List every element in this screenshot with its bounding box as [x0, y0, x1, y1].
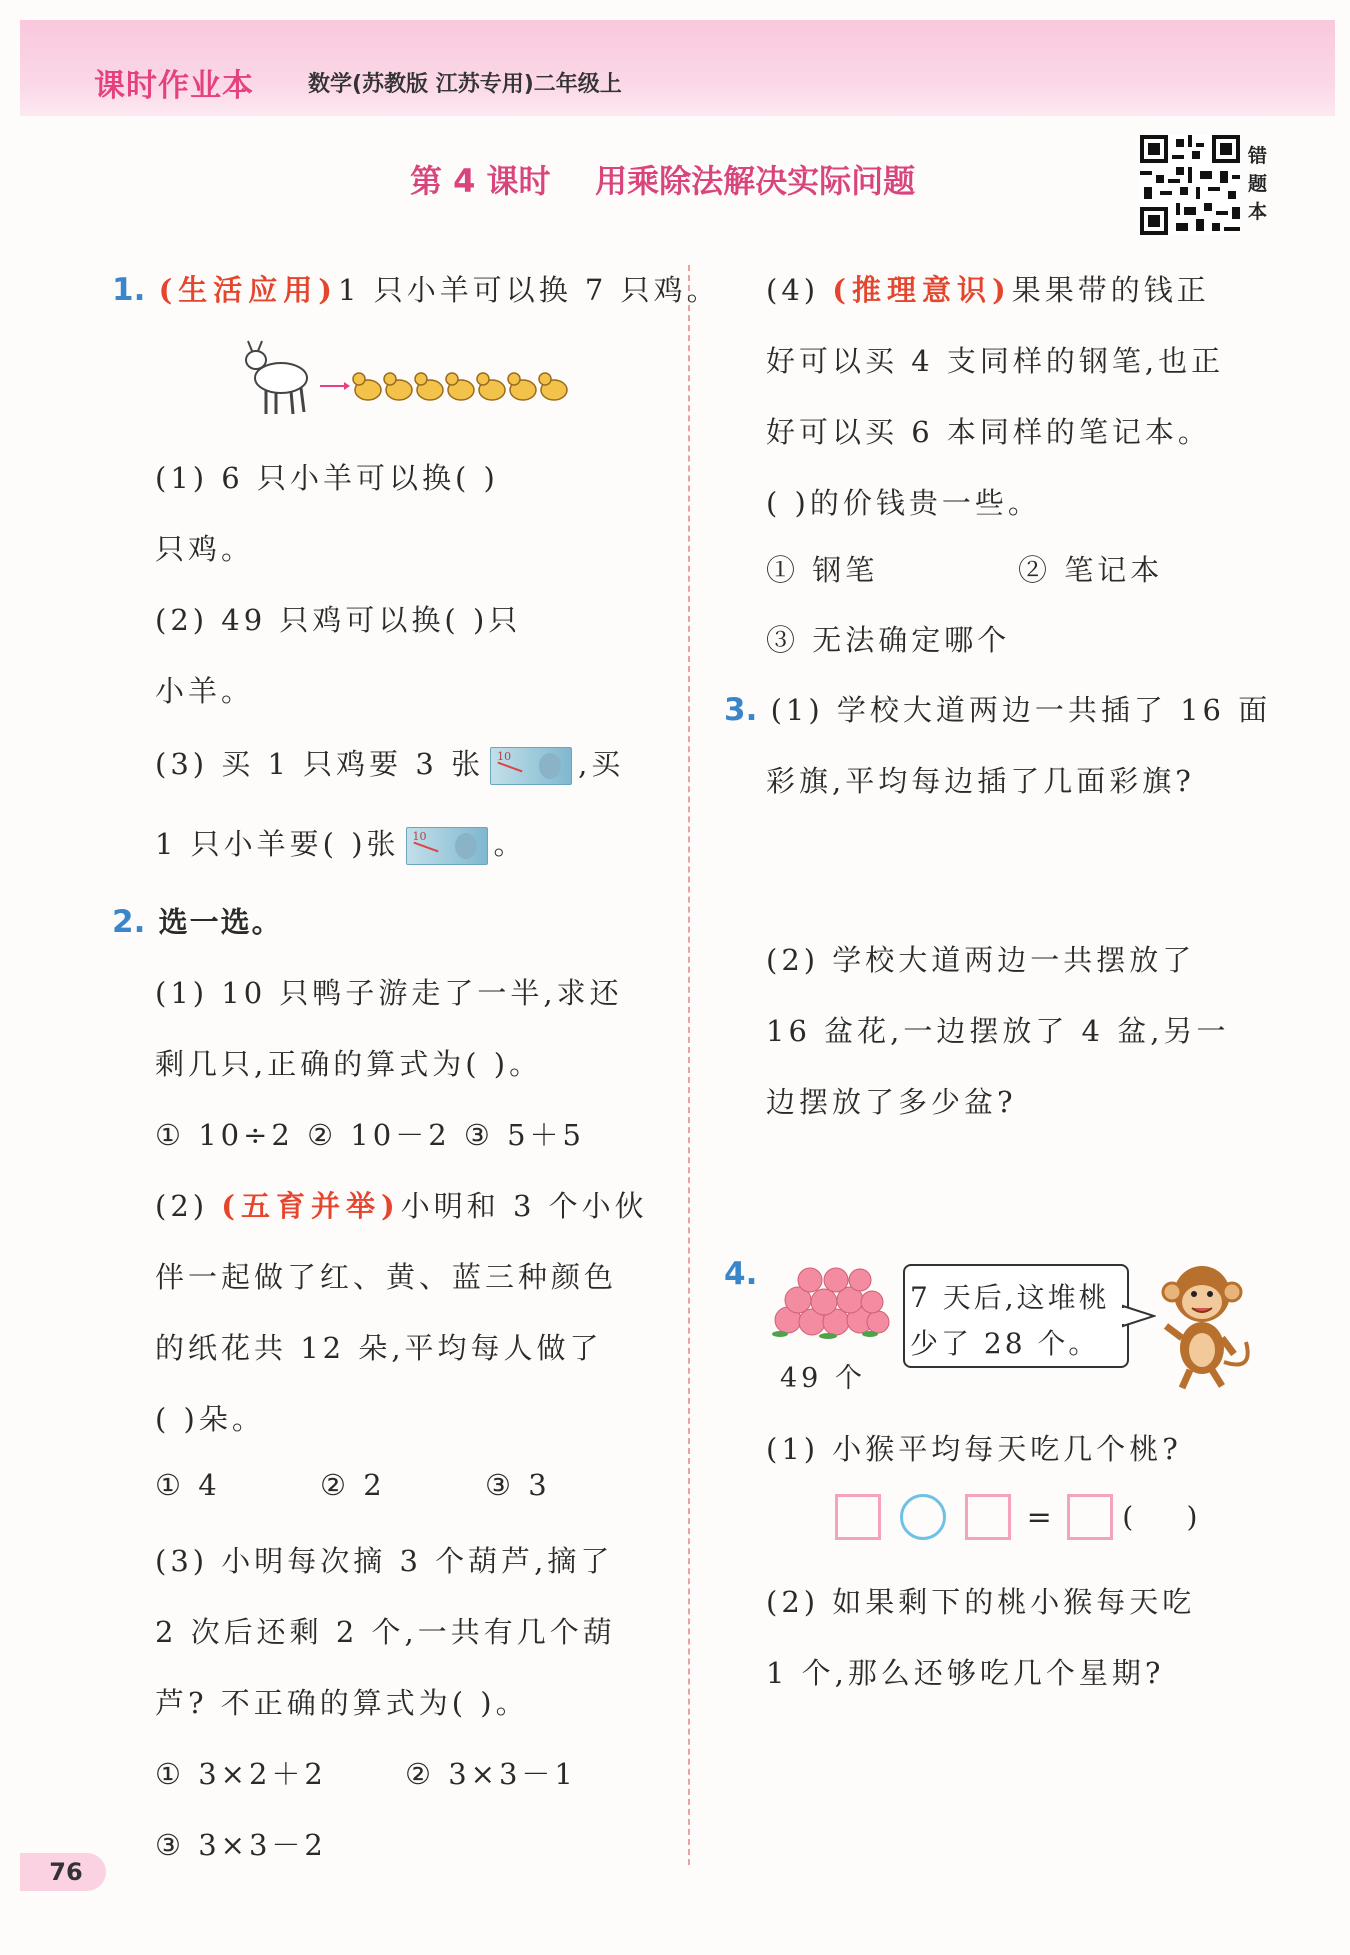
q3-part1-line1: 3. (1) 学校大道两边一共插了 16 面 — [724, 692, 1272, 728]
q2-s4-option1: ① 钢笔 — [766, 553, 879, 587]
book-subtitle: 数学(苏教版 江苏专用)二年级上 — [308, 72, 622, 97]
q1-part2-line2: 小羊。 — [155, 674, 255, 708]
qr-code-icon[interactable] — [1140, 135, 1240, 235]
q3-part2-line1: (2) 学校大道两边一共摆放了 — [766, 943, 1196, 977]
operator-circle[interactable] — [900, 1494, 946, 1540]
banknote-icon: 10 — [490, 747, 572, 785]
q1-stem — [112, 268, 720, 309]
q3-part1-line2: 彩旗,平均每边插了几面彩旗? — [766, 764, 1195, 798]
q2-s3-option1: ① 3×2＋2 — [155, 1757, 327, 1791]
goat-icon — [246, 341, 307, 414]
q1-tag: (生活应用) — [158, 273, 339, 307]
q1-part3-text: (3) 买 1 只鸡要 3 张 — [155, 747, 485, 781]
q2-s3-option2: ② 3×3－1 — [405, 1757, 577, 1791]
peach-pile-icon — [770, 1262, 890, 1340]
chicken-icons — [353, 373, 567, 400]
q2-s4-tag: (推理意识) — [832, 273, 1012, 307]
q2-s4-option3: ③ 无法确定哪个 — [766, 623, 1011, 657]
unit-blank: ( ) — [1122, 1500, 1198, 1534]
q2-s3-option3: ③ 3×3－2 — [155, 1828, 327, 1862]
banknote-icon: 10 — [406, 827, 488, 865]
q2-s2-tag: (五育并举) — [221, 1189, 401, 1223]
q2-s3-line1: (3) 小明每次摘 3 个葫芦,摘了 — [155, 1544, 614, 1578]
q2-title: 选一选。 — [158, 905, 283, 939]
q2-s1-line1: (1) 10 只鸭子游走了一半,求还 — [155, 976, 623, 1010]
speech-line1: 7 天后,这堆桃 — [910, 1281, 1110, 1314]
q1-text: 1 只小羊可以换 7 只鸡。 — [338, 273, 720, 307]
q2-s1-line2: 剩几只,正确的算式为( )。 — [155, 1047, 543, 1081]
q2-s4-option2: ② 笔记本 — [1018, 553, 1164, 587]
brand-title: 课时作业本 — [94, 68, 254, 104]
q2-s2-option1: ① 4 — [155, 1468, 221, 1502]
q2-s2-line4: ( )朵。 — [155, 1402, 265, 1436]
q2-s2-option3: ③ 3 — [485, 1468, 551, 1502]
answer-box[interactable] — [1067, 1494, 1113, 1540]
peach-count: 49 个 — [780, 1363, 866, 1394]
q1-part3-line1: (3) 买 1 只鸡要 3 张 10 ,买 — [155, 742, 624, 785]
equals-sign: = — [1026, 1499, 1052, 1535]
q2-s2-line3: 的纸花共 12 朵,平均每人做了 — [155, 1331, 603, 1365]
q2-number: 2. — [112, 904, 146, 940]
q1-number: 1. — [112, 272, 146, 308]
q2-s2-line2: 伴一起做了红、黄、蓝三种颜色 — [155, 1260, 618, 1294]
q2-s4-line2: 好可以买 4 支同样的钢笔,也正 — [766, 344, 1225, 378]
q4-part2-line2: 1 个,那么还够吃几个星期? — [766, 1656, 1165, 1690]
q4-part1: (1) 小猴平均每天吃几个桃? — [766, 1432, 1182, 1466]
q3-part2-line3: 边摆放了多少盆? — [766, 1085, 1017, 1119]
q1-part2-line1: (2) 49 只鸡可以换( )只 — [155, 603, 522, 637]
q3-number: 3. — [724, 692, 758, 728]
column-divider — [688, 265, 690, 1865]
q2-s3-line3: 芦? 不正确的算式为( )。 — [155, 1686, 529, 1720]
q1-part1-line2: 只鸡。 — [155, 532, 255, 566]
q1-part3-text2: 1 只小羊要( )张 — [155, 827, 400, 861]
page-number: 76 — [20, 1853, 106, 1891]
monkey-icon — [1150, 1262, 1260, 1392]
qr-label: 错题本 — [1248, 145, 1268, 223]
speech-line2: 少了 28 个。 — [910, 1327, 1100, 1360]
q1-part3-line2: 1 只小羊要( )张 10 。 — [155, 822, 527, 865]
q2-stem — [112, 900, 283, 941]
q2-s4-line4: ( )的价钱贵一些。 — [766, 486, 1041, 520]
q2-s2-option2: ② 2 — [320, 1468, 386, 1502]
q4-number: 4. — [724, 1256, 758, 1292]
q4-number-line — [724, 1256, 757, 1292]
q2-s3-line2: 2 次后还剩 2 个,一共有几个葫 — [155, 1615, 616, 1649]
goat-chickens-illustration — [236, 338, 576, 420]
answer-box[interactable] — [965, 1494, 1011, 1540]
q3-part2-line2: 16 盆花,一边摆放了 4 盆,另一 — [766, 1014, 1230, 1048]
q1-part1-line1: (1) 6 只小羊可以换( ) — [155, 461, 499, 495]
q2-s4-line3: 好可以买 6 本同样的笔记本。 — [766, 415, 1211, 449]
q2-s4-line1: (4) (推理意识)果果带的钱正 — [766, 273, 1210, 307]
q4-equation — [835, 1494, 1197, 1540]
lesson-title: 第 4 课时 用乘除法解决实际问题 — [410, 162, 916, 200]
q2-s2-line1: (2) (五育并举)小明和 3 个小伙 — [155, 1189, 648, 1223]
q2-s1-options: ① 10÷2 ② 10－2 ③ 5＋5 — [155, 1118, 585, 1152]
q4-part2-line1: (2) 如果剩下的桃小猴每天吃 — [766, 1585, 1196, 1619]
answer-box[interactable] — [835, 1494, 881, 1540]
